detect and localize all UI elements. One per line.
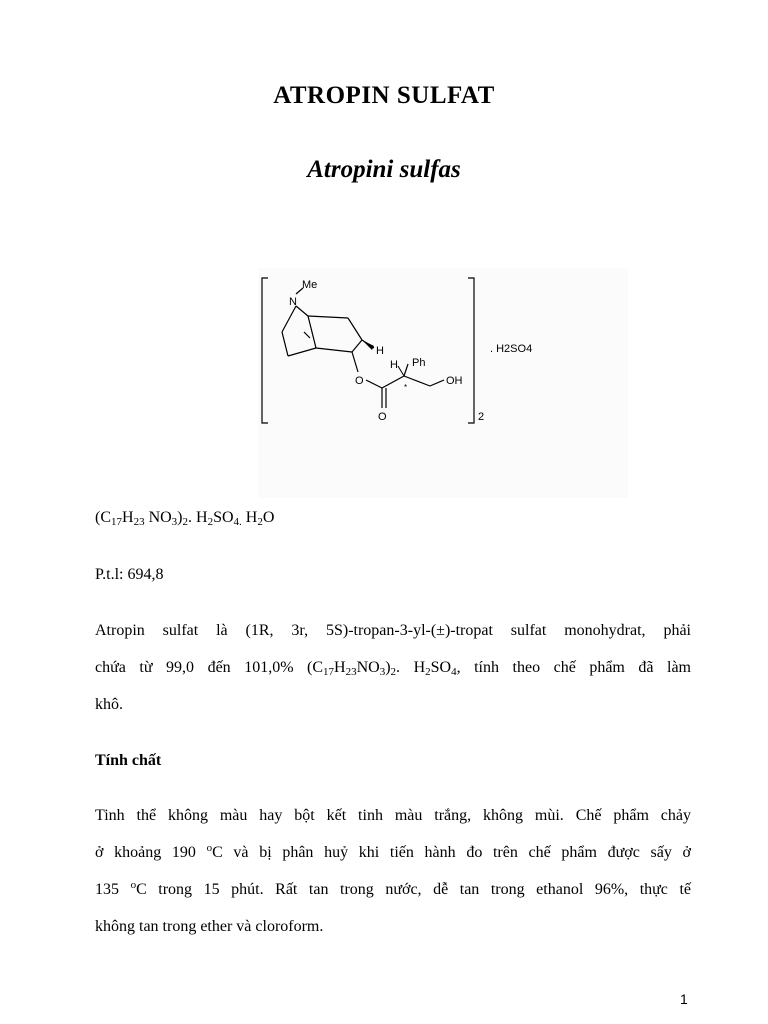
ester-oxygen-label: O (355, 375, 364, 387)
page-number: 1 (680, 991, 688, 1007)
salt-label: . H2SO4 (490, 343, 533, 355)
definition-paragraph (95, 612, 691, 723)
structure-diagram (258, 268, 628, 498)
n-methyl-label: Me (302, 279, 318, 291)
properties-line-2: ở khoảng 190 $^o$C và bị phân huỷ khi tiến hành đo trên chế phẩm được sấy ở (95, 842, 691, 861)
molecular-weight: P.t.l: 694,8 (95, 566, 164, 583)
properties-line-1: Tinh thể không màu hay bột kết tinh màu trắng, không mùi. Chế phẩm chảy (95, 807, 691, 824)
definition-line-2: chứa từ 99,0 đến 101,0% $(C_{17}H_{23}NO_3)_2$. $H_2SO_4$, tính theo chế phẩm đã làm (95, 659, 691, 678)
hydroxyl-label: OH (446, 375, 463, 387)
chiral-mark: * (404, 383, 408, 392)
nitrogen-label: N (289, 296, 297, 308)
bracket-subscript: 2 (478, 411, 485, 423)
properties-line-3: 135 $^o$C trong 15 phút. Rất tan trong nước, dễ tan trong ethanol 96%, thực tế (95, 879, 692, 898)
carbonyl-oxygen-label: O (378, 411, 387, 423)
section-heading: Tính chất (95, 752, 162, 769)
chemical-structure (258, 268, 628, 498)
document-title: ATROPIN SULFAT (273, 82, 495, 109)
properties-paragraph (95, 797, 691, 945)
chiral-hydrogen-label: H (390, 359, 398, 371)
latin-name: Atropini sulfas (307, 156, 461, 183)
ring-hydrogen-label: H (376, 345, 384, 357)
definition-line-3: khô. (95, 696, 123, 713)
definition-line-1: Atropin sulfat là (1R, 3r, 5S)-tropan-3-yl-(±)-tropat sulfat monohydrat, phải (95, 622, 691, 639)
molecular-formula: ($C_{17}H_{23}$ $NO_3)_2$. $H_2SO_{4.}$ $H_2O$ (95, 509, 275, 528)
properties-line-4: không tan trong ether và cloroform. (95, 918, 324, 935)
phenyl-label: Ph (412, 357, 426, 369)
